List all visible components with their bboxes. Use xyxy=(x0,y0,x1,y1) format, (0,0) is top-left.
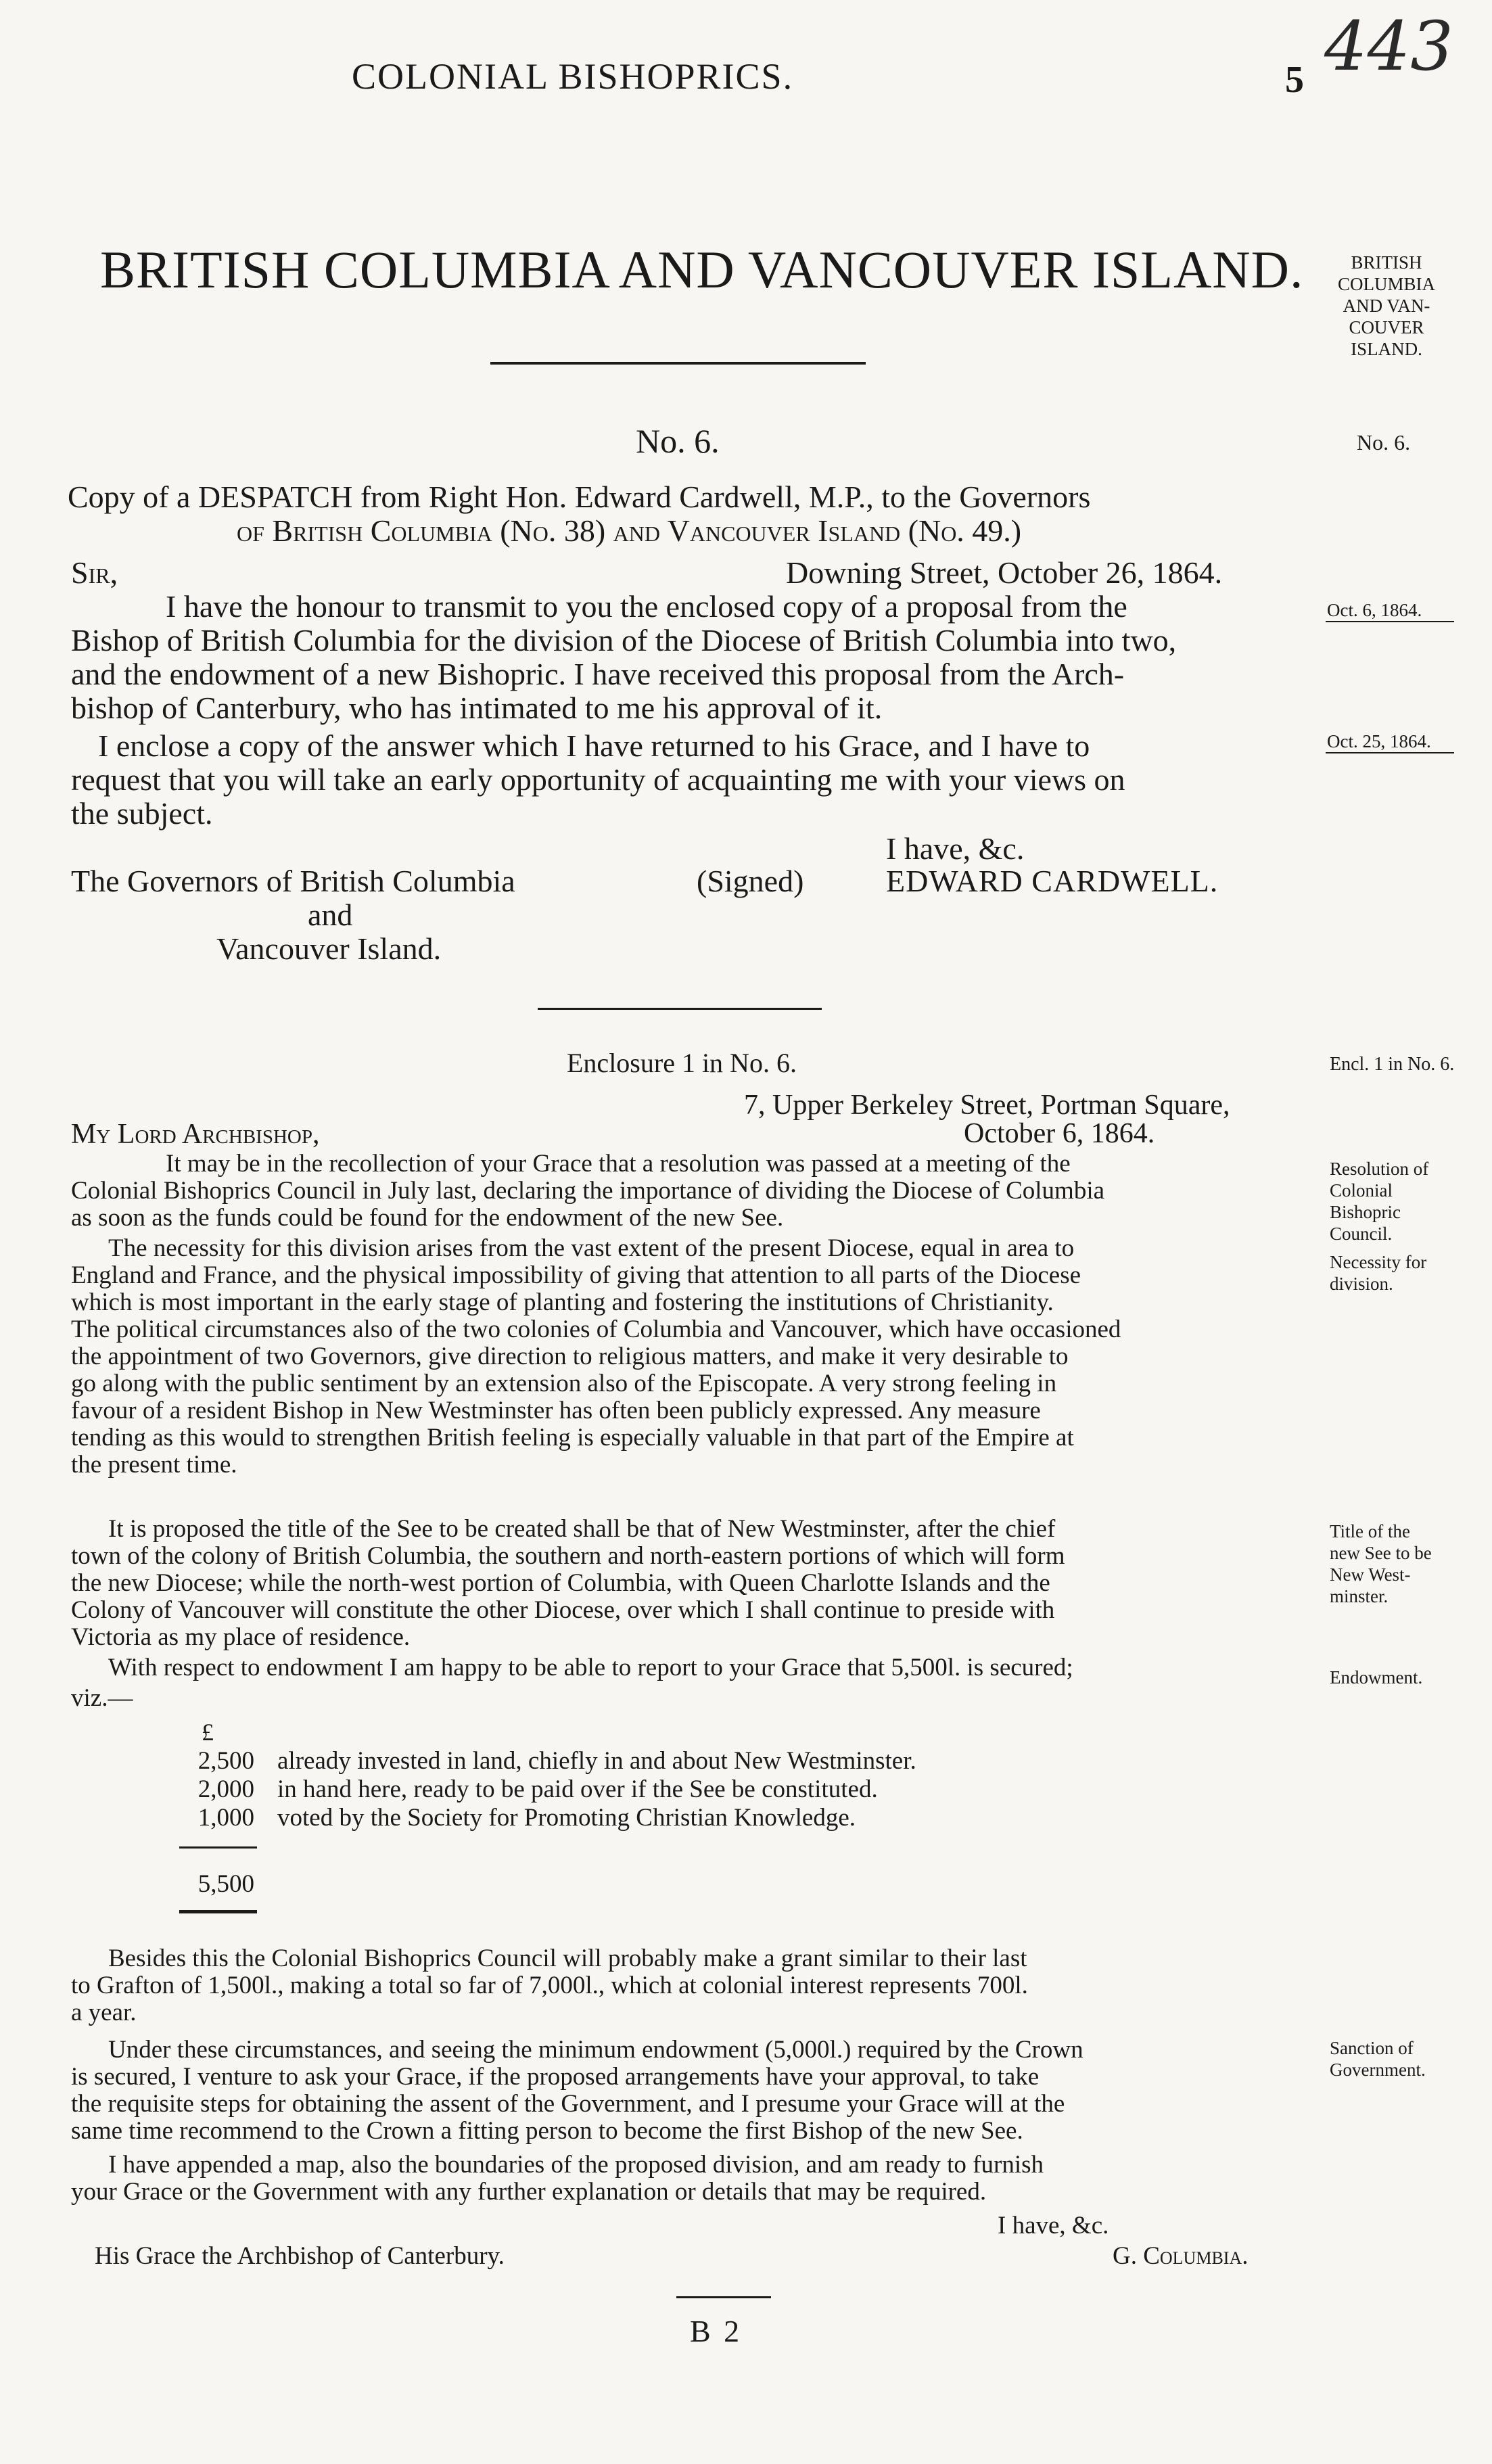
margin-note-line: minster. xyxy=(1330,1586,1389,1606)
title-rule xyxy=(490,362,866,365)
enclosure-closing: I have, &c. xyxy=(998,2212,1109,2239)
enclosure-salutation: My Lord Archbishop, xyxy=(71,1119,320,1150)
margin-date-1-underline xyxy=(1326,621,1454,622)
despatch-addressee-line: Vancouver Island. xyxy=(216,931,442,966)
margin-note-line: Colonial xyxy=(1330,1180,1393,1201)
despatch-para-2-line: request that you will take an early opportunity of acquainting me with your views on xyxy=(71,762,1125,797)
enclosure-para-3-line: town of the colony of British Columbia, the southern and north-eastern portions of which will form xyxy=(71,1542,1065,1570)
enclosure-para-6-line: Under these circumstances, and seeing the minimum endowment (5,000l.) required by the Crown xyxy=(108,2036,1083,2064)
margin-note-line: Resolution of xyxy=(1330,1159,1429,1179)
enclosure-para-2-line: The necessity for this division arises from the vast extent of the present Diocese, equal in area to xyxy=(108,1234,1075,1262)
enclosure-para-4-line: viz.— xyxy=(71,1684,133,1712)
margin-title-line: COUVER xyxy=(1349,317,1424,338)
enclosure-signer: G. Columbia. xyxy=(1113,2242,1249,2270)
enclosure-para-2-line: which is most important in the early stage of planting and fostering the institutions of Christianity. xyxy=(71,1288,1054,1316)
page-number: 5 xyxy=(1285,59,1304,101)
enclosure-addressee: His Grace the Archbishop of Canterbury. xyxy=(95,2242,505,2270)
margin-enclosure-title: Encl. 1 in No. 6. xyxy=(1330,1054,1455,1075)
despatch-signer: EDWARD CARDWELL. xyxy=(886,864,1219,898)
margin-note-line: Government. xyxy=(1330,2060,1426,2080)
despatch-heading-line-1: Copy of a DESPATCH from Right Hon. Edward Cardwell, M.P., to the Governors xyxy=(68,480,1091,514)
margin-title xyxy=(1319,252,1454,360)
endowment-description: in hand here, ready to be paid over if the See be constituted. xyxy=(277,1775,878,1803)
margin-despatch-number: No. 6. xyxy=(1357,430,1411,455)
margin-title-line: ISLAND. xyxy=(1351,339,1422,359)
margin-title-line: AND VAN- xyxy=(1343,296,1430,316)
enclosure-para-3-line: Colony of Vancouver will constitute the other Diocese, over which I shall continue to preside with xyxy=(71,1596,1055,1624)
enclosure-para-6-line: is secured, I venture to ask your Grace, if the proposed arrangements have your approval, to take xyxy=(71,2063,1040,2091)
enclosure-para-2-line: the present time. xyxy=(71,1451,237,1479)
margin-note-line: new See to be xyxy=(1330,1543,1432,1563)
enclosure-para-2-line: the appointment of two Governors, give direction to religious matters, and make it very desirable to xyxy=(71,1343,1069,1370)
enclosure-para-3-line: the new Diocese; while the north-west portion of Columbia, with Queen Charlotte Islands and the xyxy=(71,1569,1050,1597)
margin-note-line: New West- xyxy=(1330,1564,1411,1585)
margin-note-line: Bishopric xyxy=(1330,1202,1401,1222)
margin-note-line: Endowment. xyxy=(1330,1667,1423,1688)
endowment-description: voted by the Society for Promoting Christian Knowledge. xyxy=(277,1804,856,1832)
running-head: COLONIAL BISHOPRICS. xyxy=(352,56,794,97)
enclosure-para-2-line: favour of a resident Bishop in New Westminster has often been publicly expressed. Any measure xyxy=(71,1397,1041,1424)
margin-note-endowment xyxy=(1330,1667,1472,1688)
footer-rule xyxy=(676,2296,771,2298)
margin-note-line: division. xyxy=(1330,1274,1393,1294)
despatch-para-1-line: and the endowment of a new Bishopric. I have received this proposal from the Arch- xyxy=(71,657,1125,691)
endowment-description: already invested in land, chiefly in and about New Westminster. xyxy=(277,1747,916,1775)
margin-note-line: Necessity for xyxy=(1330,1252,1427,1272)
despatch-salutation: Sir, xyxy=(71,555,118,590)
margin-note-line: Council. xyxy=(1330,1224,1393,1244)
margin-note-necessity xyxy=(1330,1251,1472,1295)
enclosure-para-2-line: The political circumstances also of the two colonies of Columbia and Vancouver, which have occasioned xyxy=(71,1316,1121,1343)
enclosure-para-3-line: It is proposed the title of the See to be created shall be that of New Westminster, after the chief xyxy=(108,1515,1056,1543)
endowment-amount: 2,500 xyxy=(197,1747,254,1775)
despatch-para-2-line: I enclose a copy of the answer which I have returned to his Grace, and I have to xyxy=(98,728,1090,763)
despatch-address-date: Downing Street, October 26, 1864. xyxy=(786,555,1223,590)
margin-date-2: Oct. 25, 1864. xyxy=(1327,731,1431,751)
despatch-closing: I have, &c. xyxy=(886,831,1025,866)
despatch-addressee-line: The Governors of British Columbia xyxy=(71,864,515,898)
total-rule-bottom xyxy=(179,1910,257,1913)
enclosure-address-line-2: October 6, 1864. xyxy=(964,1118,1155,1149)
enclosure-para-5-line: to Grafton of 1,500l., making a total so far of 7,000l., which at colonial interest represents 700l. xyxy=(71,1972,1028,1999)
margin-title-line: COLUMBIA xyxy=(1337,274,1435,294)
handwritten-folio-number: 443 xyxy=(1324,7,1453,86)
enclosure-para-7-line: I have appended a map, also the boundaries of the proposed division, and am ready to furnish xyxy=(108,2151,1044,2179)
margin-date-1: Oct. 6, 1864. xyxy=(1327,600,1422,620)
despatch-para-1-line: Bishop of British Columbia for the division of the Diocese of British Columbia into two, xyxy=(71,623,1177,657)
despatch-para-1-line: I have the honour to transmit to you the enclosed copy of a proposal from the xyxy=(166,589,1127,624)
enclosure-para-6-line: the requisite steps for obtaining the assent of the Government, and I presume your Grace will at the xyxy=(71,2090,1065,2118)
enclosure-para-7-line: your Grace or the Government with any further explanation or details that may be required. xyxy=(71,2178,987,2206)
currency-symbol: £ xyxy=(202,1719,214,1746)
total-rule-top xyxy=(179,1846,257,1849)
enclosure-para-4-line: With respect to endowment I am happy to be able to report to your Grace that 5,500l. is secured; xyxy=(108,1654,1073,1681)
enclosure-para-3-line: Victoria as my place of residence. xyxy=(71,1623,411,1651)
endowment-amount: 1,000 xyxy=(197,1804,254,1832)
margin-note-title xyxy=(1330,1520,1472,1607)
enclosure-para-6-line: same time recommend to the Crown a fitting person to become the first Bishop of the new See. xyxy=(71,2117,1023,2145)
enclosure-para-5-line: Besides this the Colonial Bishoprics Council will probably make a grant similar to their last xyxy=(108,1945,1027,1972)
endowment-total: 5,500 xyxy=(197,1870,254,1898)
margin-title-line: BRITISH xyxy=(1351,252,1422,273)
section-rule xyxy=(538,1008,822,1010)
despatch-number: No. 6. xyxy=(636,422,720,460)
enclosure-para-2-line: tending as this would to strengthen British feeling is especially valuable in that part of the Empire at xyxy=(71,1424,1074,1451)
margin-note-sanction xyxy=(1330,2037,1472,2081)
margin-note-resolution xyxy=(1330,1158,1472,1245)
margin-note-line: Sanction of xyxy=(1330,2038,1414,2058)
despatch-heading-line-2: of British Columbia (No. 38) and Vancouver Island (No. 49.) xyxy=(237,513,1022,548)
despatch-addressee-line: and xyxy=(308,898,353,932)
despatch-signed-label: (Signed) xyxy=(697,864,804,898)
enclosure-address-line-1: 7, Upper Berkeley Street, Portman Square, xyxy=(744,1090,1230,1121)
main-title: BRITISH COLUMBIA AND VANCOUVER ISLAND. xyxy=(100,240,1304,299)
enclosure-para-5-line: a year. xyxy=(71,1999,137,2026)
enclosure-para-1-line: as soon as the funds could be found for the endowment of the new See. xyxy=(71,1204,784,1232)
margin-note-line: Title of the xyxy=(1330,1521,1411,1541)
signature-mark: B 2 xyxy=(690,2314,743,2348)
margin-date-2-underline xyxy=(1326,752,1454,753)
enclosure-para-2-line: go along with the public sentiment by an extension also of the Episcopate. A very strong feeling in xyxy=(71,1370,1057,1397)
despatch-para-1-line: bishop of Canterbury, who has intimated to me his approval of it. xyxy=(71,691,883,725)
enclosure-title: Enclosure 1 in No. 6. xyxy=(567,1048,797,1078)
endowment-amount: 2,000 xyxy=(197,1775,254,1803)
despatch-para-2-line: the subject. xyxy=(71,796,213,831)
enclosure-para-2-line: England and France, and the physical impossibility of giving that attention to all parts of the Diocese xyxy=(71,1261,1081,1289)
enclosure-para-1-line: Colonial Bishoprics Council in July last, declaring the importance of dividing the Diocese of Columbia xyxy=(71,1177,1105,1205)
enclosure-para-1-line: It may be in the recollection of your Grace that a resolution was passed at a meeting of the xyxy=(166,1150,1071,1178)
